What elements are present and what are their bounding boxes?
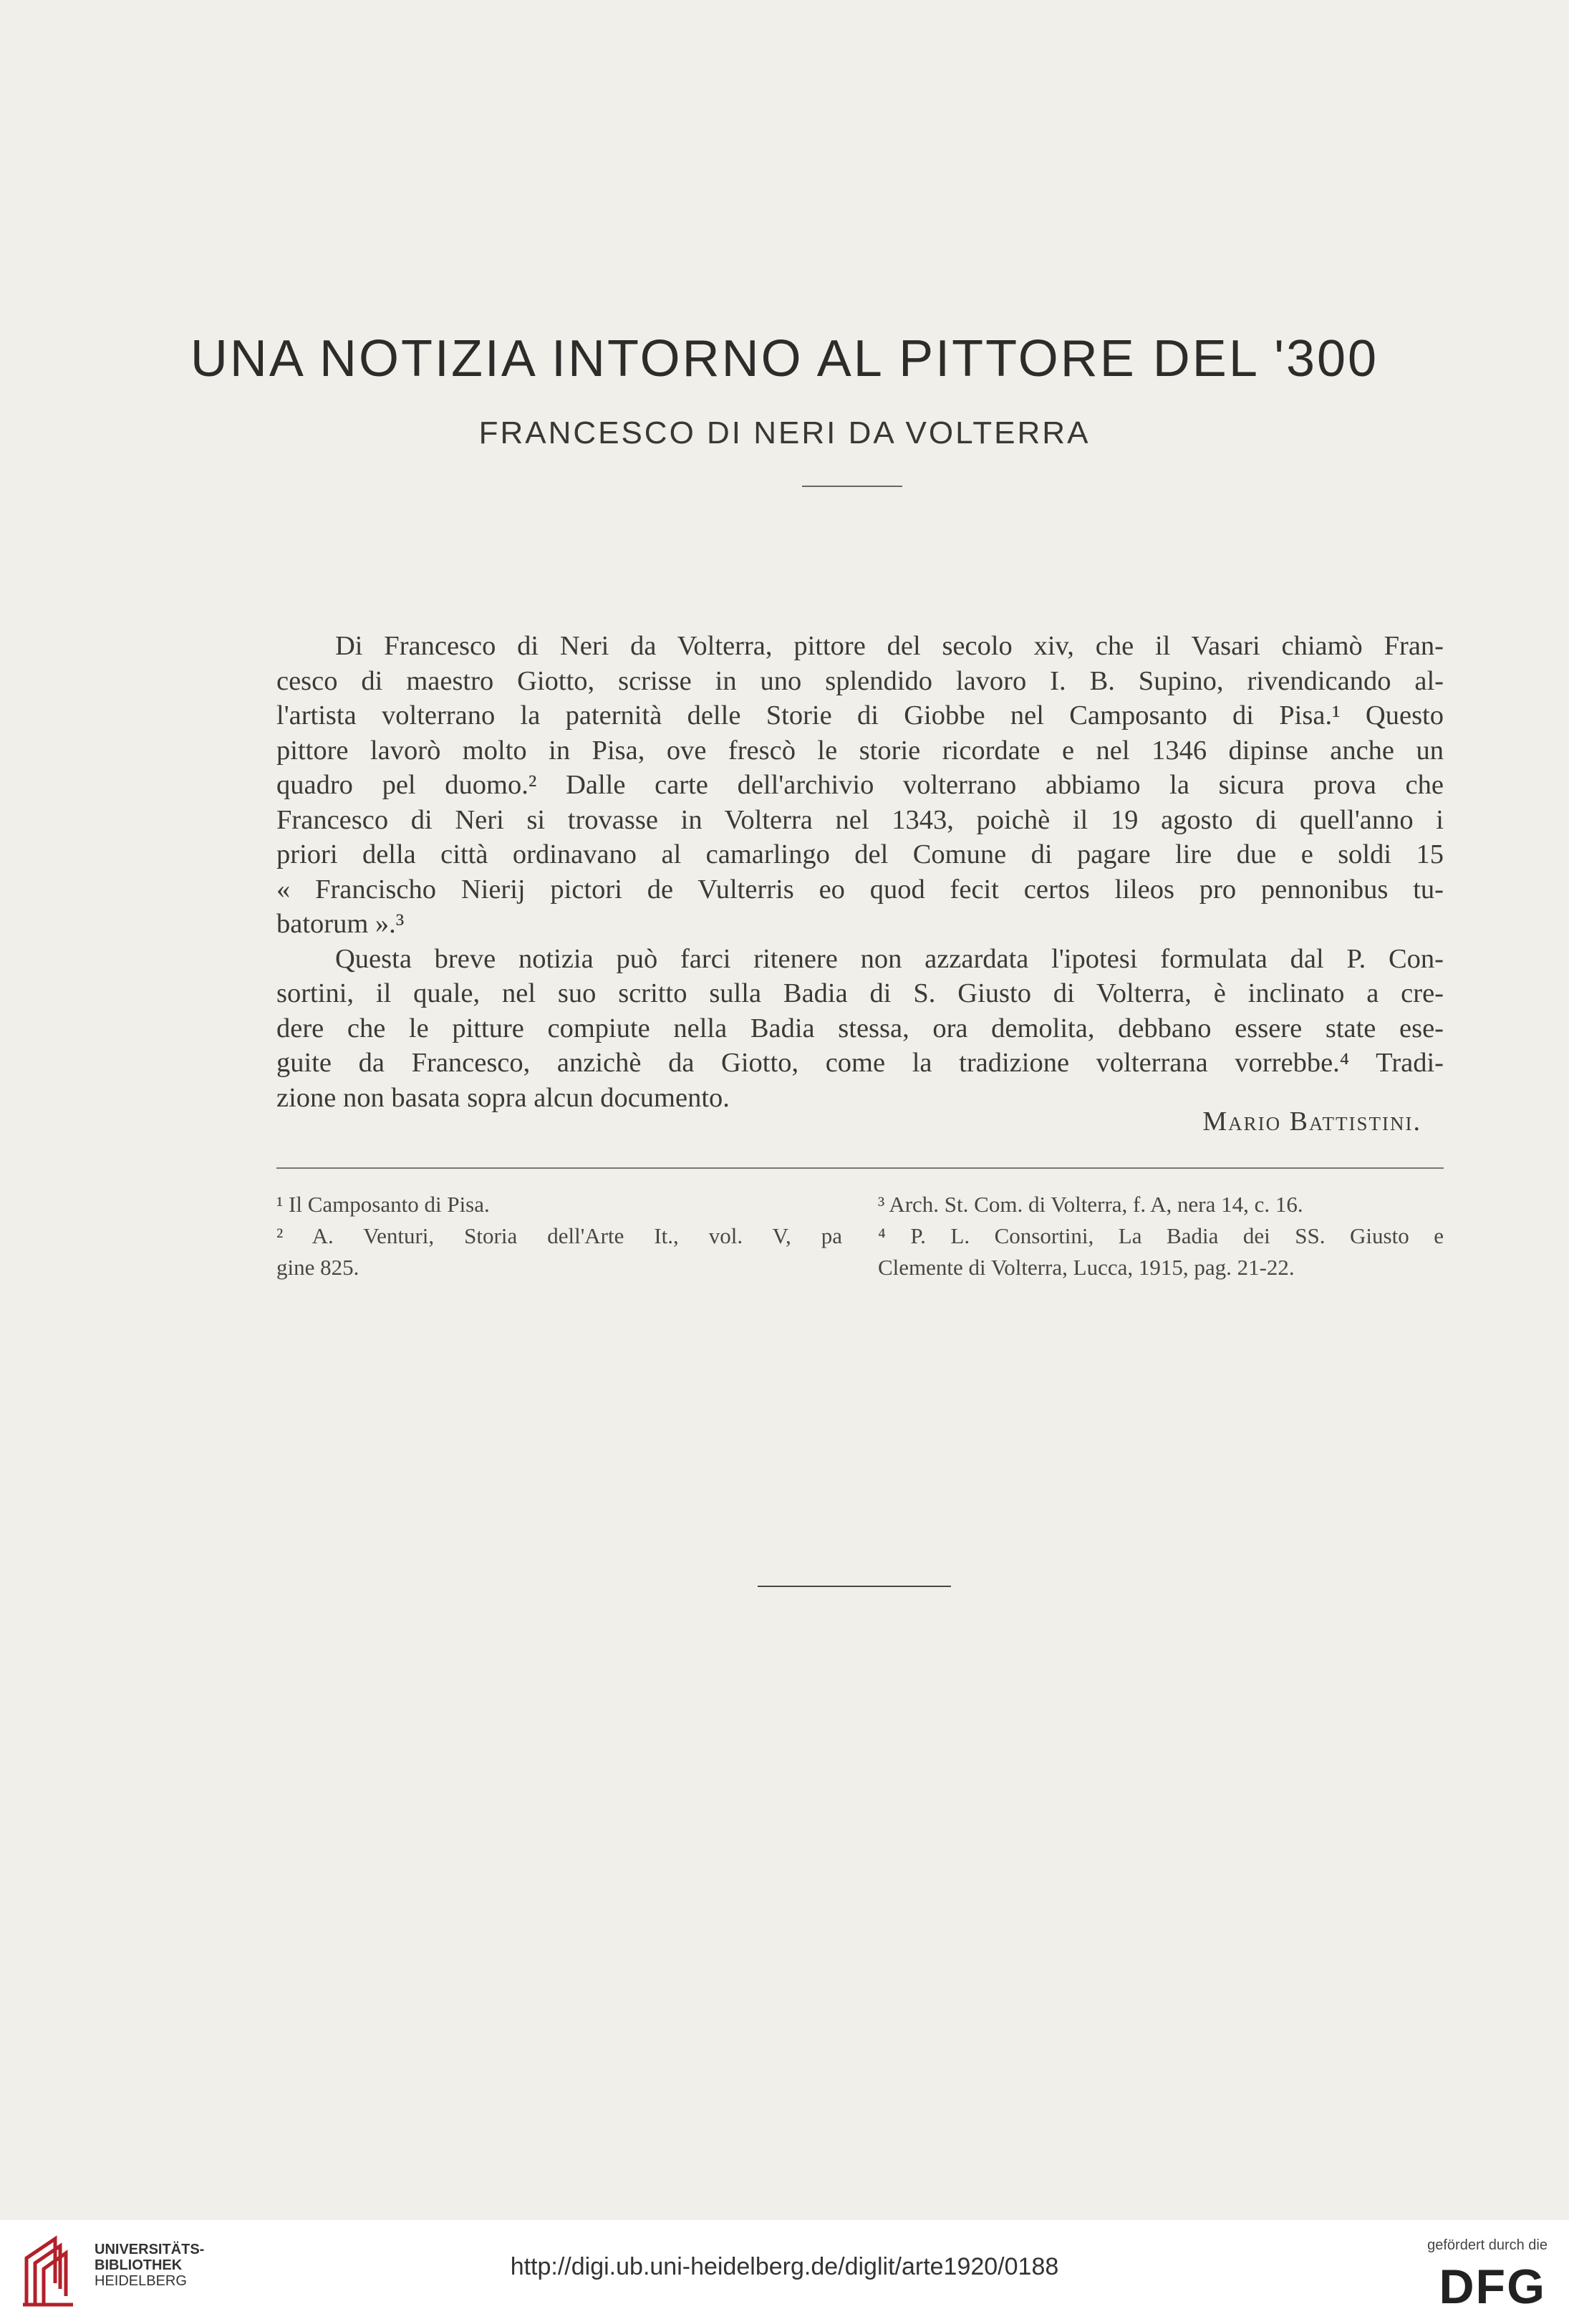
footnotes-right-column <box>878 1189 1444 1283</box>
footnote-divider <box>276 1167 1444 1169</box>
body-line: pittore lavorò molto in Pisa, ove frescò le storie ricordate e nel 1346 dipinse anche un <box>276 735 1444 766</box>
body-line: batorum ».³ <box>276 909 405 939</box>
author-signature: Mario Battistini. <box>1202 1106 1421 1137</box>
footnote-line: ⁴ P. L. Consortini, La Badia dei SS. Giusto e <box>878 1223 1444 1248</box>
dfg-logo: DFG <box>1439 2260 1546 2314</box>
body-line: Questa breve notizia può farci ritenere non azzardata l'ipotesi formulata dal P. Con- <box>335 943 1444 974</box>
title-divider <box>802 486 902 487</box>
body-line: cesco di maestro Giotto, scrisse in uno splendido lavoro I. B. Supino, rivendicando al- <box>276 665 1444 696</box>
footnote-line: ³ Arch. St. Com. di Volterra, f. A, nera 14, c. 16. <box>878 1192 1303 1217</box>
footnote-line: ¹ Il Camposanto di Pisa. <box>276 1192 490 1217</box>
article-body <box>276 629 1444 1115</box>
body-line: « Francischo Nierij pictori de Vulterris eo quod fecit certos lileos pro pennonibus tu- <box>276 874 1444 905</box>
footnotes-left-column <box>276 1189 842 1283</box>
body-line: dere che le pitture compiute nella Badia stessa, ora demolita, debbano essere state ese- <box>276 1013 1444 1043</box>
body-line: Di Francesco di Neri da Volterra, pittore del secolo xiv, che il Vasari chiamò Fran- <box>335 631 1444 661</box>
permalink-url[interactable]: http://digi.ub.uni-heidelberg.de/diglit/arte1920/0188 <box>510 2253 1059 2280</box>
end-divider <box>758 1586 951 1587</box>
library-name: UNIVERSITÄTS- BIBLIOTHEK HEIDELBERG <box>95 2242 205 2289</box>
funding-label: gefördert durch die <box>1427 2237 1548 2253</box>
body-line: Francesco di Neri si trovasse in Volterra nel 1343, poichè il 19 agosto di quell'anno i <box>276 804 1444 835</box>
body-line: guite da Francesco, anzichè da Giotto, come la tradizione volterrana vorrebbe.⁴ Tradi- <box>276 1048 1444 1078</box>
footnote-line: gine 825. <box>276 1255 359 1280</box>
body-line: priori della città ordinavano al camarlingo del Comune di pagare lire due e soldi 15 <box>276 839 1444 869</box>
body-line: sortini, il quale, nel suo scritto sulla Badia di S. Giusto di Volterra, è inclinato a cre- <box>276 978 1444 1008</box>
footnote-line: ² A. Venturi, Storia dell'Arte It., vol. V, pa <box>276 1223 842 1248</box>
article-subtitle: FRANCESCO DI NERI DA VOLTERRA <box>478 415 1091 450</box>
footnote-line: Clemente di Volterra, Lucca, 1915, pag. 21-22. <box>878 1255 1295 1280</box>
body-line: zione non basata sopra alcun documento. <box>276 1082 730 1113</box>
article-title: UNA NOTIZIA INTORNO AL PITTORE DEL '300 <box>190 330 1379 387</box>
digitization-footer <box>0 2220 1569 2324</box>
body-line: l'artista volterrano la paternità delle Storie di Giobbe nel Camposanto di Pisa.¹ Questo <box>276 700 1444 731</box>
body-line: quadro pel duomo.² Dalle carte dell'archivio volterrano abbiamo la sicura prova che <box>276 770 1444 800</box>
